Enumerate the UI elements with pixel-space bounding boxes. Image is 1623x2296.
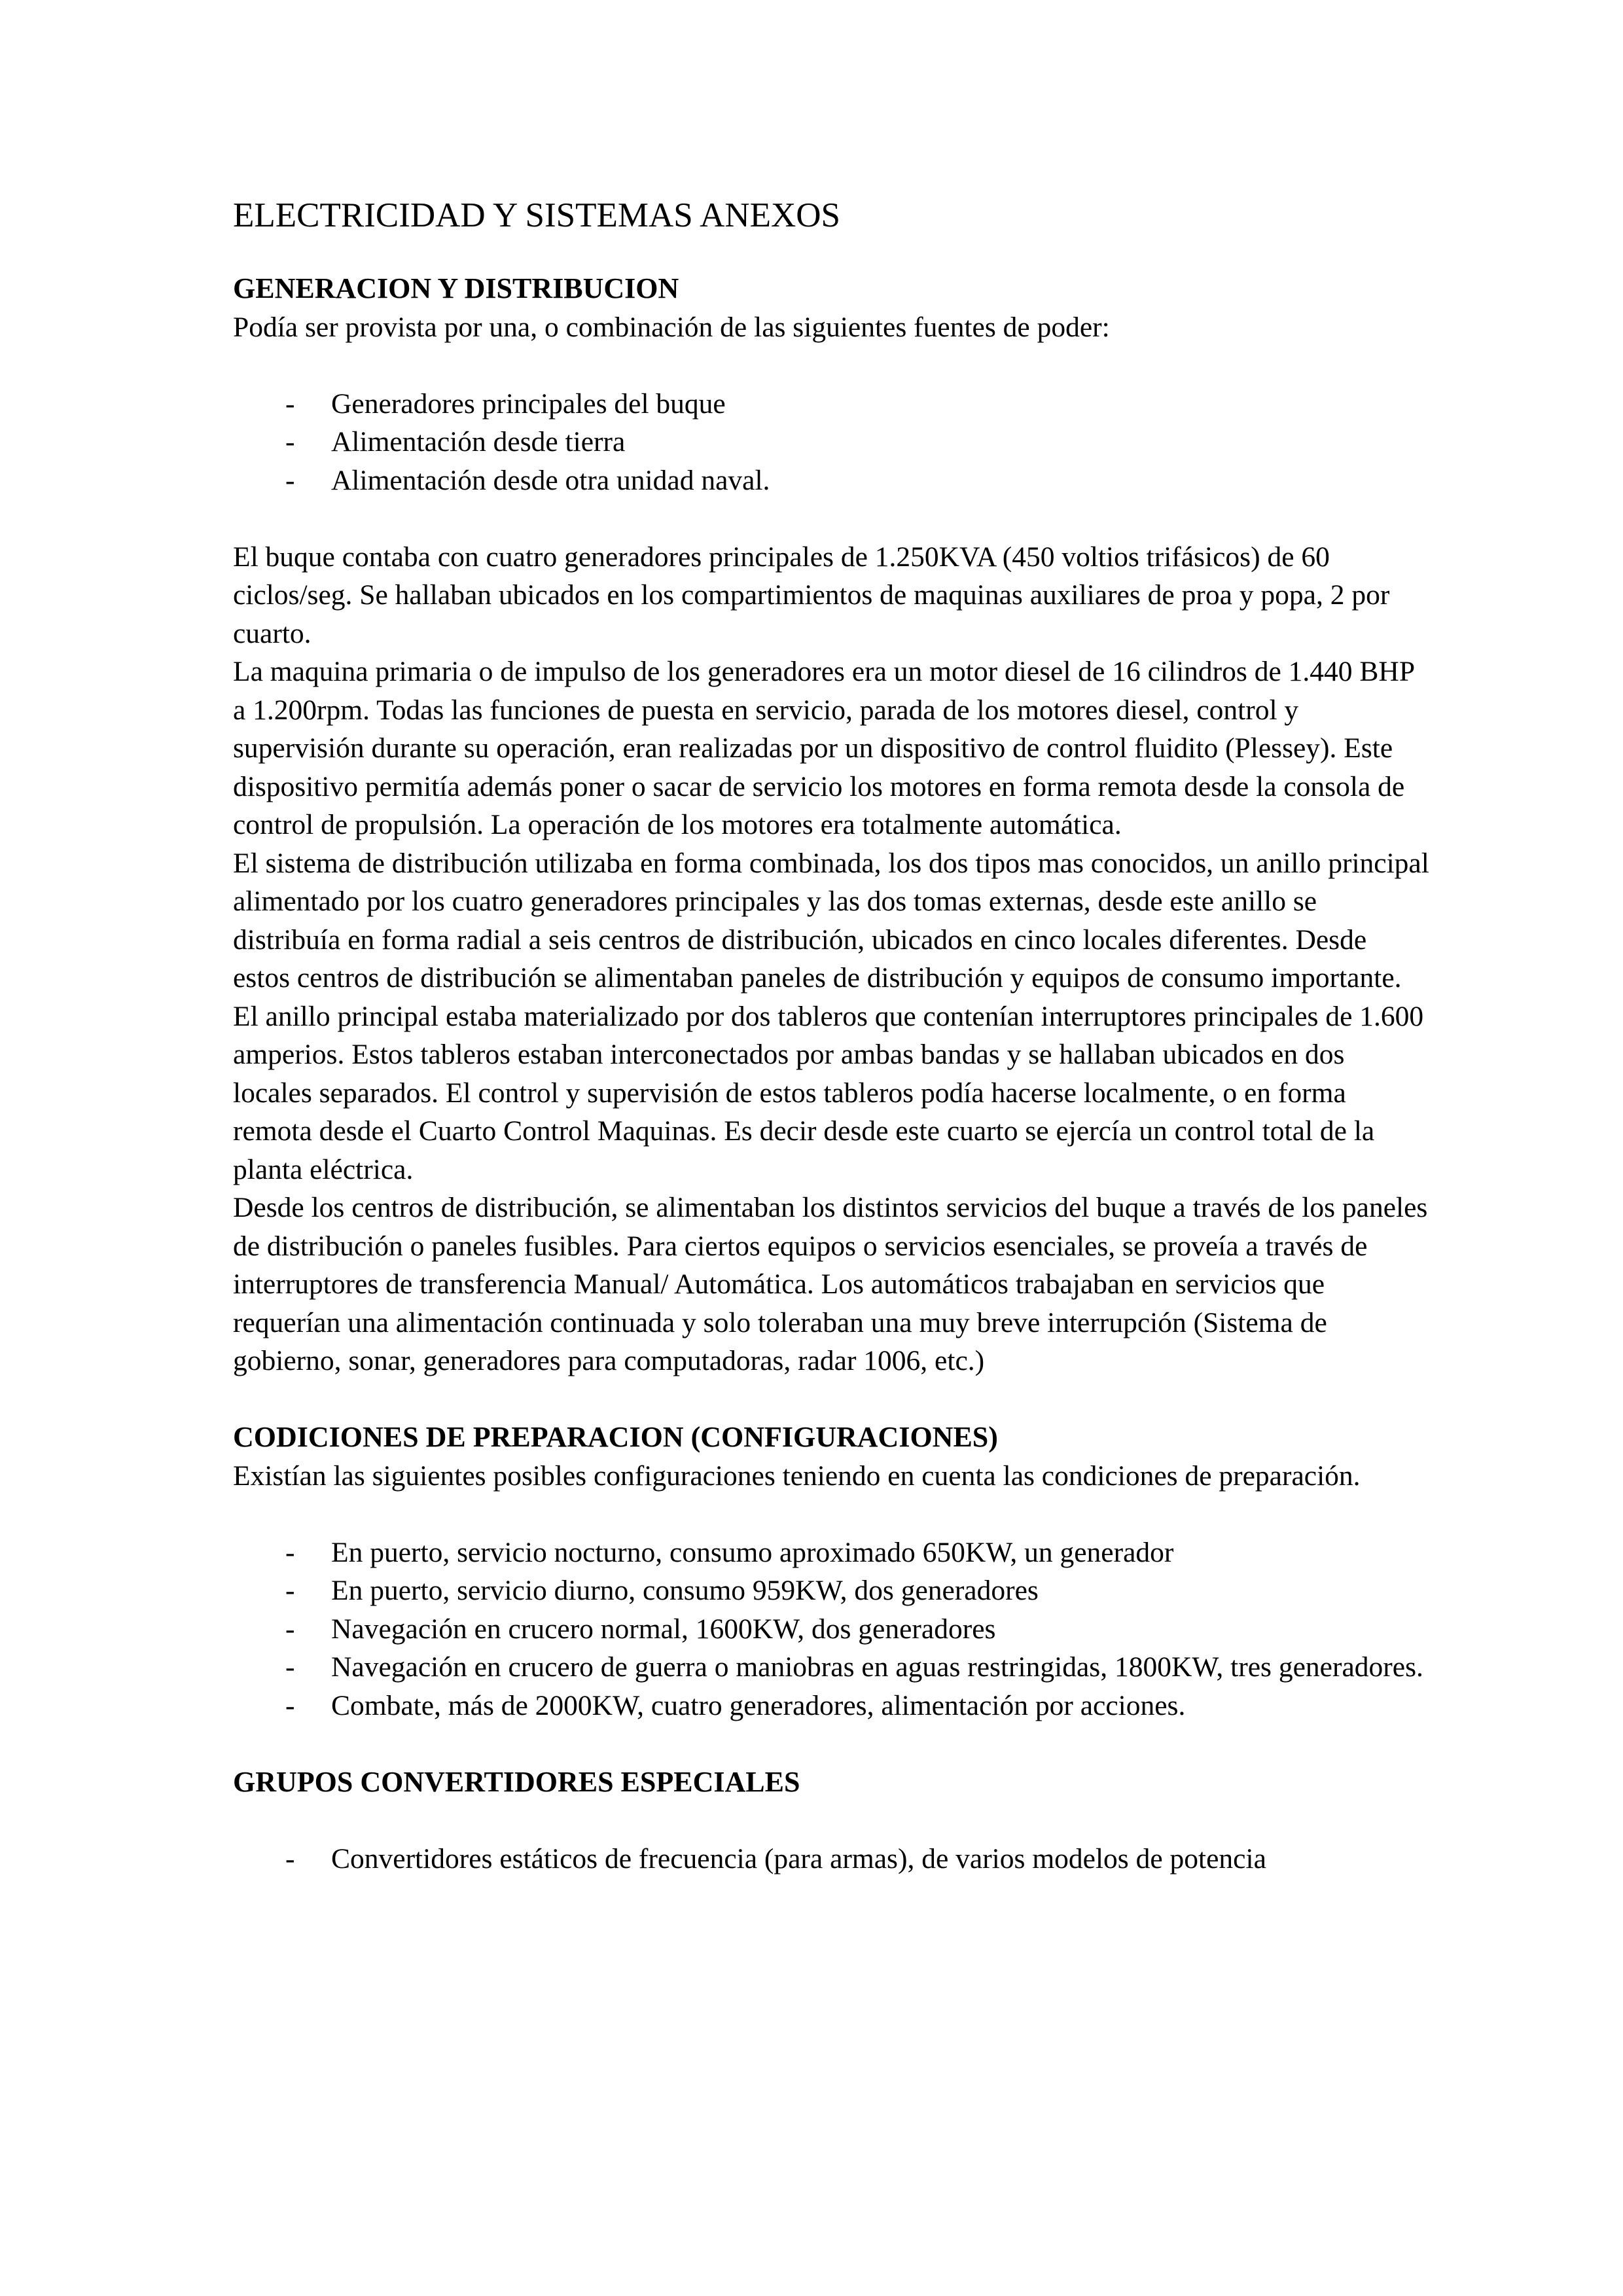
list-dash: - (285, 1613, 295, 1645)
list-item-text: Alimentación desde tierra (331, 426, 626, 457)
section-intro: Podía ser provista por una, o combinación de las siguientes fuentes de poder: (233, 311, 1110, 343)
list-item-text: En puerto, servicio diurno, consumo 959KW, dos generadores (331, 1575, 1039, 1606)
paragraph: Desde los centros de distribución, se alimentaban los distintos servicios del buque a través de los paneles de distribución o paneles fusibles. Para ciertos equipos o servicios esenciales, se proveía a través de interruptores de transferencia Manual/ Automática. Los automáticos trabajaban en servicios que requerían una alimentación continuada y solo toleraban una muy breve interrupción (Sistema de gobierno, sonar, generadores para computadoras, radar 1006, etc.) (233, 1192, 1428, 1376)
list-item (233, 423, 1431, 461)
spacer (233, 1380, 1431, 1419)
section-intro: Existían las siguientes posibles configuraciones teniendo en cuenta las condiciones de preparación. (233, 1460, 1361, 1492)
paragraph: El buque contaba con cuatro generadores principales de 1.250KVA (450 voltios trifásicos) de 60 ciclos/seg. Se hallaban ubicados en los compartimientos de maquinas auxiliares de proa y popa, 2 por cuarto. (233, 541, 1390, 649)
spacer (233, 1725, 1431, 1763)
list-dash: - (285, 1575, 295, 1606)
list-dash: - (285, 1536, 295, 1568)
document-page (233, 190, 1431, 1878)
section-heading: GENERACION Y DISTRIBUCION (233, 272, 679, 304)
list-item-text: Navegación en crucero normal, 1600KW, dos generadores (331, 1613, 996, 1645)
configurations-list (233, 1534, 1431, 1725)
converters-list (233, 1840, 1431, 1878)
list-item (233, 1687, 1431, 1725)
list-item (233, 461, 1431, 500)
list-item (233, 1648, 1431, 1687)
list-dash: - (285, 1689, 295, 1721)
power-sources-list (233, 385, 1431, 500)
list-item (233, 1571, 1431, 1610)
paragraph: El sistema de distribución utilizaba en forma combinada, los dos tipos mas conocidos, un anillo principal alimentado por los cuatro generadores principales y las dos tomas externas, desde este anillo se distribuía en forma radial a seis centros de distribución, ubicados en cinco locales diferentes. Desde estos centros de distribución se alimentaban paneles de distribución y equipos de consumo importante. (233, 847, 1429, 994)
spacer (233, 346, 1431, 385)
section-condiciones-preparacion (233, 1418, 1431, 1725)
section-grupos-convertidores (233, 1763, 1431, 1878)
list-item-text: Generadores principales del buque (331, 387, 726, 420)
list-dash: - (285, 426, 295, 457)
list-item (233, 385, 1431, 423)
list-dash: - (285, 464, 295, 496)
list-item (233, 1840, 1431, 1878)
spacer (233, 241, 1431, 270)
section-heading: CODICIONES DE PREPARACION (CONFIGURACIONES) (233, 1421, 998, 1453)
list-item-text: Convertidores estáticos de frecuencia (para armas), de varios modelos de potencia (331, 1842, 1266, 1874)
paragraph: El anillo principal estaba materializado por dos tableros que contenían interruptores principales de 1.600 amperios. Estos tableros estaban interconectados por ambas bandas y se hallaban ubicados en dos locales separados. El control y supervisión de estos tableros podía hacerse localmente, o en forma remota desde el Cuarto Control Maquinas. Es decir desde este cuarto se ejercía un control total de la planta eléctrica. (233, 1000, 1424, 1185)
list-item (233, 1534, 1431, 1572)
spacer (233, 499, 1431, 538)
spacer (233, 1495, 1431, 1534)
spacer (233, 1801, 1431, 1840)
document-title: ELECTRICIDAD Y SISTEMAS ANEXOS (233, 196, 841, 234)
list-dash: - (285, 1842, 295, 1874)
list-item-text: Combate, más de 2000KW, cuatro generadores, alimentación por acciones. (331, 1689, 1186, 1721)
list-item-text: Navegación en crucero de guerra o maniobras en aguas restringidas, 1800KW, tres generadores. (331, 1651, 1423, 1683)
paragraph: La maquina primaria o de impulso de los generadores era un motor diesel de 16 cilindros de 1.440 BHP a 1.200rpm. Todas las funciones de puesta en servicio, parada de los motores diesel, control y supervisión durante su operación, eran realizadas por un dispositivo de control fluidito (Plessey). Este dispositivo permitía además poner o sacar de servicio los motores en forma remota desde la consola de control de propulsión. La operación de los motores era totalmente automática. (233, 656, 1414, 840)
section-heading: GRUPOS CONVERTIDORES ESPECIALES (233, 1765, 800, 1798)
list-dash: - (285, 1651, 295, 1683)
section-generacion-distribucion (233, 270, 1431, 1380)
list-dash: - (285, 387, 295, 420)
list-item (233, 1610, 1431, 1649)
list-item-text: Alimentación desde otra unidad naval. (331, 464, 770, 496)
list-item-text: En puerto, servicio nocturno, consumo aproximado 650KW, un generador (331, 1536, 1174, 1568)
